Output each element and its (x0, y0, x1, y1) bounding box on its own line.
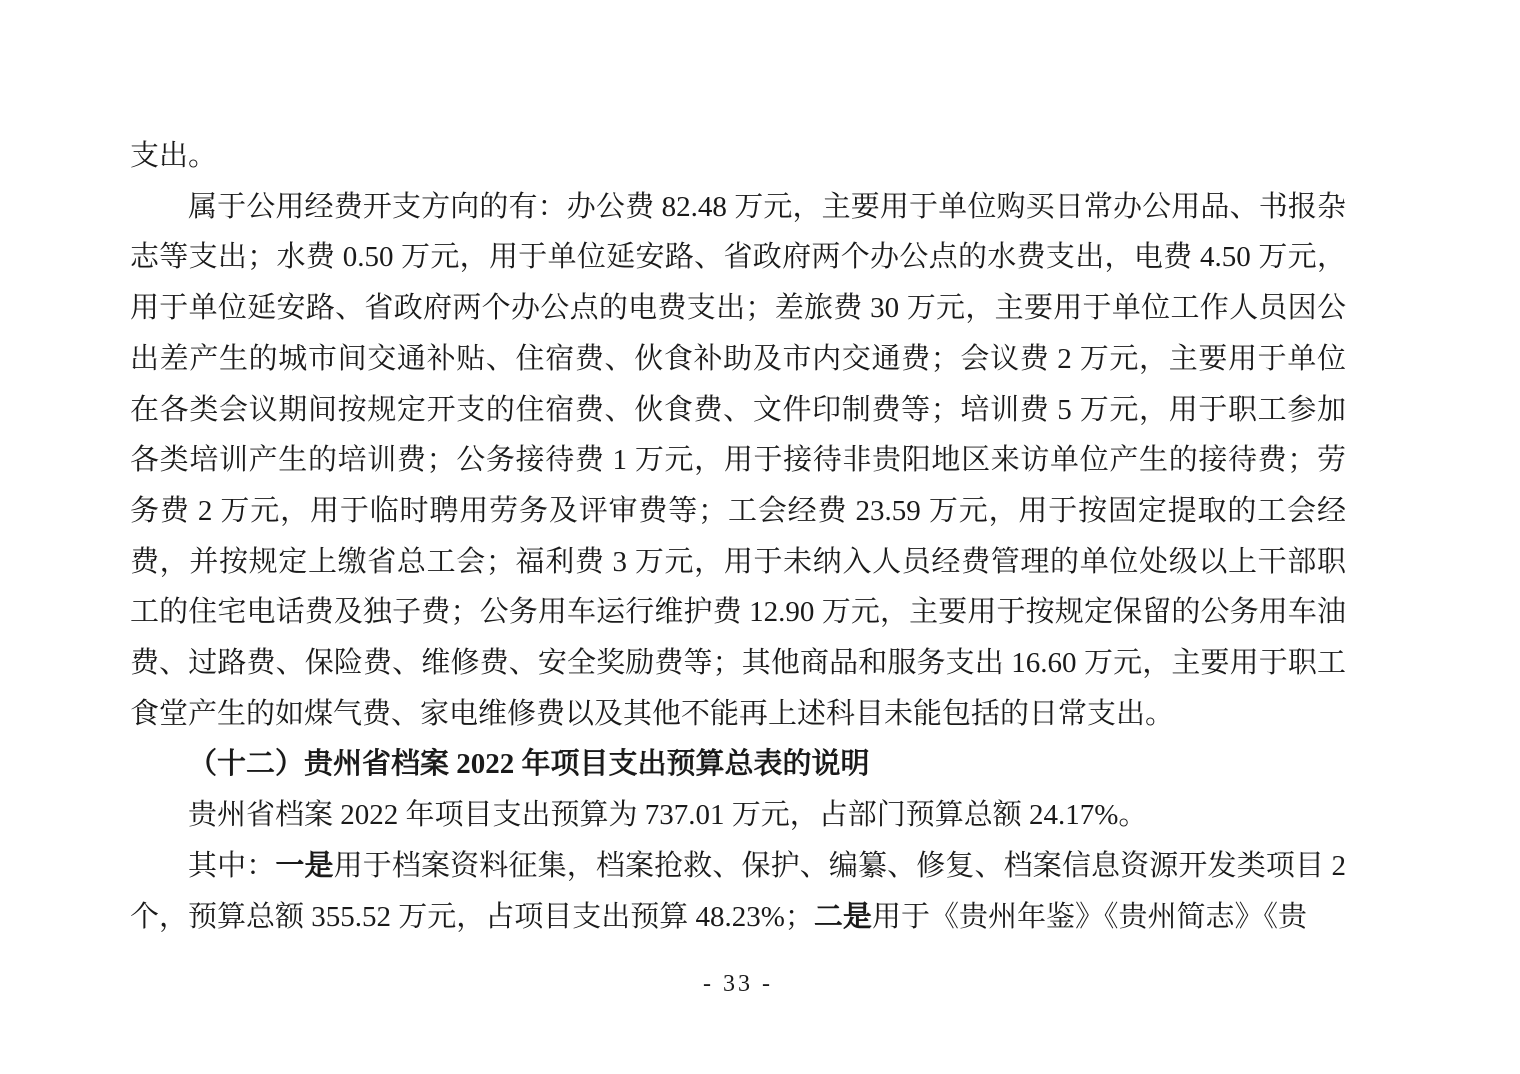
breakdown-item2-label: 二是 (813, 900, 872, 933)
breakdown-item2-text: 用于《贵州年鉴》《贵州简志》《贵 (871, 900, 1307, 933)
paragraph-public-expense: 属于公用经费开支方向的有：办公费 82.48 万元，主要用于单位购买日常办公用品、书报杂志等支出；水费 0.50 万元，用于单位延安路、省政府两个办公点的水费支出，电费 4.50 万元，用于单位延安路、省政府两个办公点的电费支出；差旅费 30 万元，主要用于单位工作人员因公出差产生的城市间交通补贴、住宿费、伙食补助及市内交通费；会议费 2 万元，主要用于单位在各类会议期间按规定开支的住宿费、伙食费、文件印制费等；培训费 5 万元，用于职工参加各类培训产生的培训费；公务接待费 1 万元，用于接待非贵阳地区来访单位产生的接待费；劳务费 2 万元，用于临时聘用劳务及评审费等；工会经费 23.59 万元，用于按固定提取的工会经费，并按规定上缴省总工会；福利费 3 万元，用于未纳入人员经费管理的单位处级以上干部职工的住宅电话费及独子费；公务用车运行维护费 12.90 万元，主要用于按规定保留的公务用车油费、过路费、保险费、维修费、安全奖励费等；其他商品和服务支出 16.60 万元，主要用于职工食堂产生的如煤气费、家电维修费以及其他不能再上述科目未能包括的日常支出。 (130, 190, 1346, 730)
paragraph-continuation: 支出。 (130, 140, 218, 172)
page-number: - 33 - (703, 971, 773, 997)
paragraph-project-budget: 贵州省档案 2022 年项目支出预算为 737.01 万元，占部门预算总额 24.17%。 (188, 799, 1148, 832)
breakdown-item1-text: 用于档案资料征集，档案抢救、保护、编纂、修复、档案信息资源开发类项目 2 个，预算总额 355.52 万元，占项目支出预算 48.23%； (130, 849, 1346, 933)
paragraph-breakdown (130, 841, 1346, 942)
section-heading-12: （十二）贵州省档案 2022 年项目支出预算总表的说明 (188, 748, 870, 781)
breakdown-item1-label: 一是 (275, 849, 334, 882)
breakdown-prefix: 其中： (188, 849, 276, 882)
document-body (130, 131, 1346, 942)
